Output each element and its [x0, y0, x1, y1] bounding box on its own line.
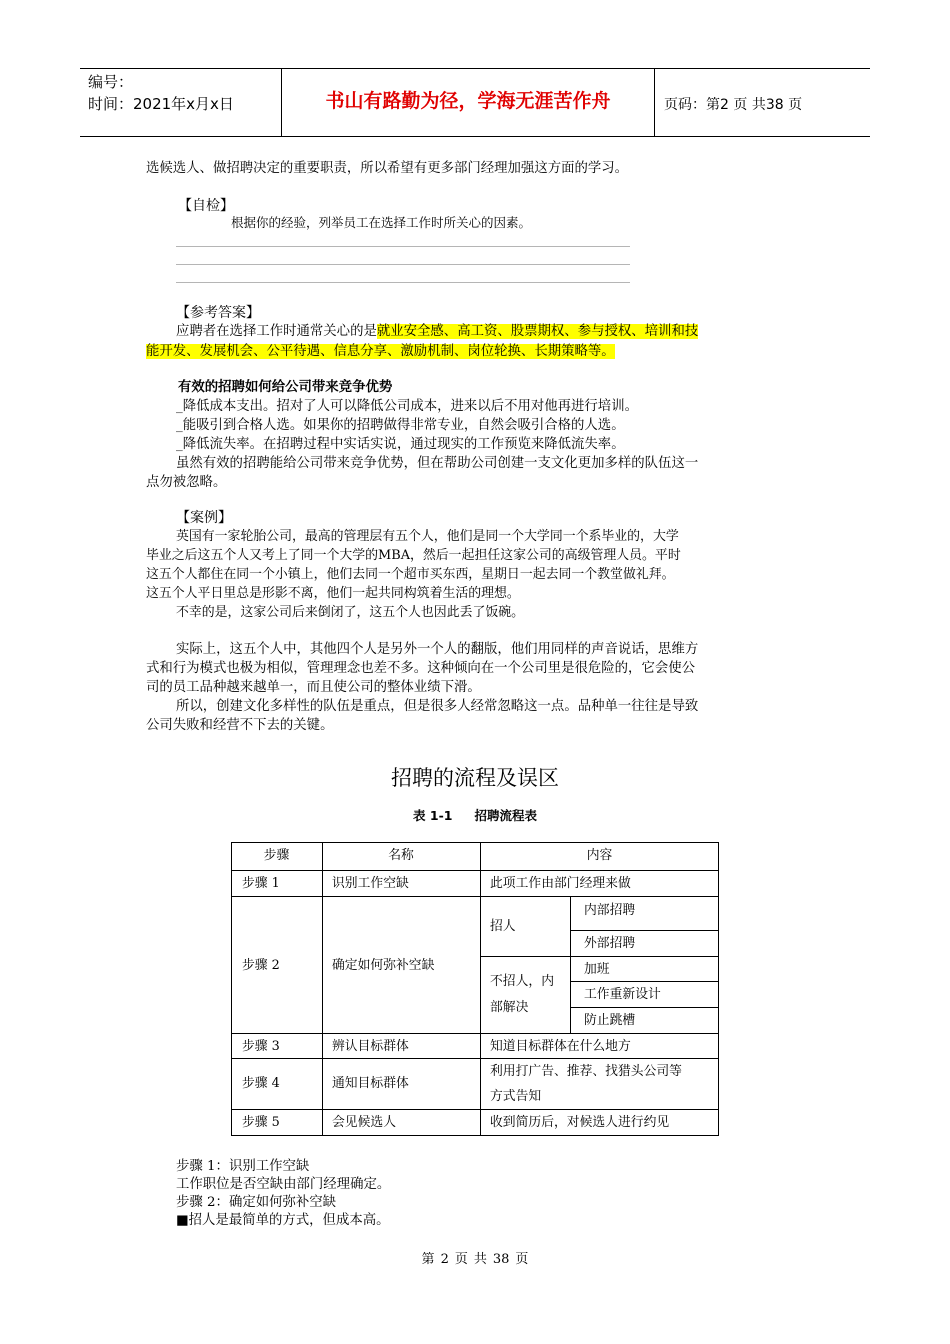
table-title: 招聘流程表 — [474, 808, 537, 823]
content-cell: 方式告知 — [490, 1089, 542, 1104]
content-cell: 利用打广告、推荐、找猎头公司等 — [490, 1064, 682, 1079]
table-number: 表 1-1 — [413, 808, 453, 823]
paragraph: 实际上，这五个人中，其他四个人是另外一个人的翻版，他们用同样的声音说话，思维方 — [176, 642, 699, 657]
case-title: 【案例】 — [176, 510, 232, 526]
content-cell: 此项工作由部门经理来做 — [490, 876, 631, 891]
advantage-item: _能吸引到合格人选。如果你的招聘做得非常专业，自然会吸引合格的人选。 — [176, 418, 625, 433]
content-cell: 外部招聘 — [584, 936, 636, 951]
recruitment-process-table — [231, 842, 719, 1136]
advantage-note: 点勿被忽略。 — [146, 475, 227, 490]
selfcheck-title: 【自检】 — [178, 198, 234, 214]
content-cell: 知道目标群体在什么地方 — [490, 1039, 631, 1054]
paragraph: 式和行为模式也极为相似，管理理念也差不多。这种倾向在一个公司里是很危险的，它会使公 — [146, 661, 696, 676]
name-cell: 辨认目标群体 — [332, 1039, 409, 1054]
case-text: 英国有一家轮胎公司，最高的管理层有五个人，他们是同一个大学同一个系毕业的，大学 — [176, 529, 679, 544]
page-total: 38 — [765, 97, 784, 113]
paragraph: 公司失败和经营不下去的关键。 — [146, 718, 334, 733]
answer-line-2 — [146, 340, 615, 359]
header-motto: 书山有路勤为径，学海无涯苦作舟 — [325, 90, 611, 112]
footer-ye2: 页 — [515, 1252, 529, 1267]
table-caption — [0, 806, 950, 824]
footer-di: 第 — [421, 1252, 435, 1267]
content-cell: 防止跳槽 — [584, 1013, 636, 1028]
step-cell: 步骤 5 — [242, 1115, 280, 1130]
header-divider — [654, 68, 655, 136]
doc-date: 时间：2021年x月x日 — [88, 95, 234, 113]
header-page-info — [664, 94, 802, 114]
column-header: 步骤 — [263, 848, 290, 863]
content-cell: 部解决 — [490, 1000, 529, 1015]
footer-page-number: 2 — [440, 1252, 449, 1267]
answer-prefix: 应聘者在选择工作时通常关心的是 — [176, 324, 377, 339]
paragraph: 所以，创建文化多样性的队伍是重点，但是很多人经常忽略这一点。品种单一往往是导致 — [176, 699, 699, 714]
step-note: ■招人是最简单的方式，但成本高。 — [176, 1213, 390, 1228]
column-header: 名称 — [388, 848, 414, 863]
step-cell: 步骤 1 — [242, 876, 280, 891]
step-cell: 步骤 3 — [242, 1039, 280, 1054]
case-text: 不幸的是，这家公司后来倒闭了，这五个人也因此丢了饭碗。 — [176, 605, 525, 620]
content-cell: 加班 — [584, 962, 610, 977]
answer-highlight: 就业安全感、高工资、股票期权、参与授权、培训和技 — [376, 324, 699, 339]
name-cell: 会见候选人 — [332, 1115, 396, 1130]
page-label: 页码：第 — [664, 97, 720, 113]
advantage-note: 虽然有效的招聘能给公司带来竞争优势，但在帮助公司创建一支文化更加多样的队伍这一 — [176, 456, 699, 471]
content-cell: 不招人，内 — [490, 974, 554, 989]
answer-line — [176, 264, 630, 265]
intro-line: 选候选人、做招聘决定的重要职责，所以希望有更多部门经理加强这方面的学习。 — [146, 161, 629, 176]
page-end: 页 — [788, 97, 803, 113]
footer-ye: 页 — [454, 1252, 468, 1267]
answer-line-1 — [176, 320, 698, 339]
column-header: 内容 — [586, 848, 613, 863]
page-footer — [0, 1248, 950, 1267]
advantage-item: _降低成本支出。招对了人可以降低公司成本，进来以后不用对他再进行培训。 — [176, 399, 638, 414]
name-cell: 通知目标群体 — [332, 1076, 409, 1091]
step-note: 步骤 1：识别工作空缺 — [176, 1159, 310, 1174]
paragraph: 司的员工品种越来越单一，而且使公司的整体业绩下滑。 — [146, 680, 481, 695]
section-title: 招聘的流程及误区 — [391, 766, 559, 790]
selfcheck-text: 根据你的经验，列举员工在选择工作时所关心的因素。 — [231, 215, 532, 230]
step-cell: 步骤 4 — [242, 1076, 280, 1091]
case-text: 这五个人平日里总是形影不离，他们一起共同构筑着生活的理想。 — [146, 586, 520, 601]
step-cell: 步骤 2 — [242, 958, 280, 973]
advantage-title: 有效的招聘如何给公司带来竞争优势 — [178, 380, 393, 395]
answer-line — [176, 282, 630, 283]
advantage-item: _降低流失率。在招聘过程中实话实说，通过现实的工作预览来降低流失率。 — [176, 437, 625, 452]
answer-line — [176, 246, 630, 247]
content-cell: 收到简历后，对候选人进行约见 — [490, 1115, 670, 1130]
page-number: 2 — [720, 97, 729, 113]
page-mid: 页 共 — [733, 97, 766, 113]
footer-total: 38 — [492, 1252, 510, 1267]
answer-highlight: 能开发、发展机会、公平待遇、信息分享、激励机制、岗位轮换、长期策略等。 — [146, 344, 615, 359]
content-cell: 内部招聘 — [584, 903, 636, 918]
step-note: 工作职位是否空缺由部门经理确定。 — [176, 1177, 391, 1192]
case-text: 毕业之后这五个人又考上了同一个大学的MBA，然后一起担任这家公司的高级管理人员。平时 — [146, 548, 681, 563]
header-meta — [88, 71, 234, 115]
case-text: 这五个人都住在同一个小镇上，他们去同一个超市买东西，星期日一起去同一个教堂做礼拜。 — [146, 567, 675, 582]
content-cell: 工作重新设计 — [584, 987, 661, 1002]
doc-number-label: 编号： — [88, 73, 134, 91]
content-cell: 招人 — [490, 919, 516, 934]
footer-gong: 共 — [473, 1252, 487, 1267]
header-divider — [281, 68, 282, 136]
answer-title: 【参考答案】 — [176, 305, 260, 321]
name-cell: 确定如何弥补空缺 — [332, 958, 435, 973]
name-cell: 识别工作空缺 — [332, 876, 409, 891]
step-note: 步骤 2：确定如何弥补空缺 — [176, 1195, 337, 1210]
